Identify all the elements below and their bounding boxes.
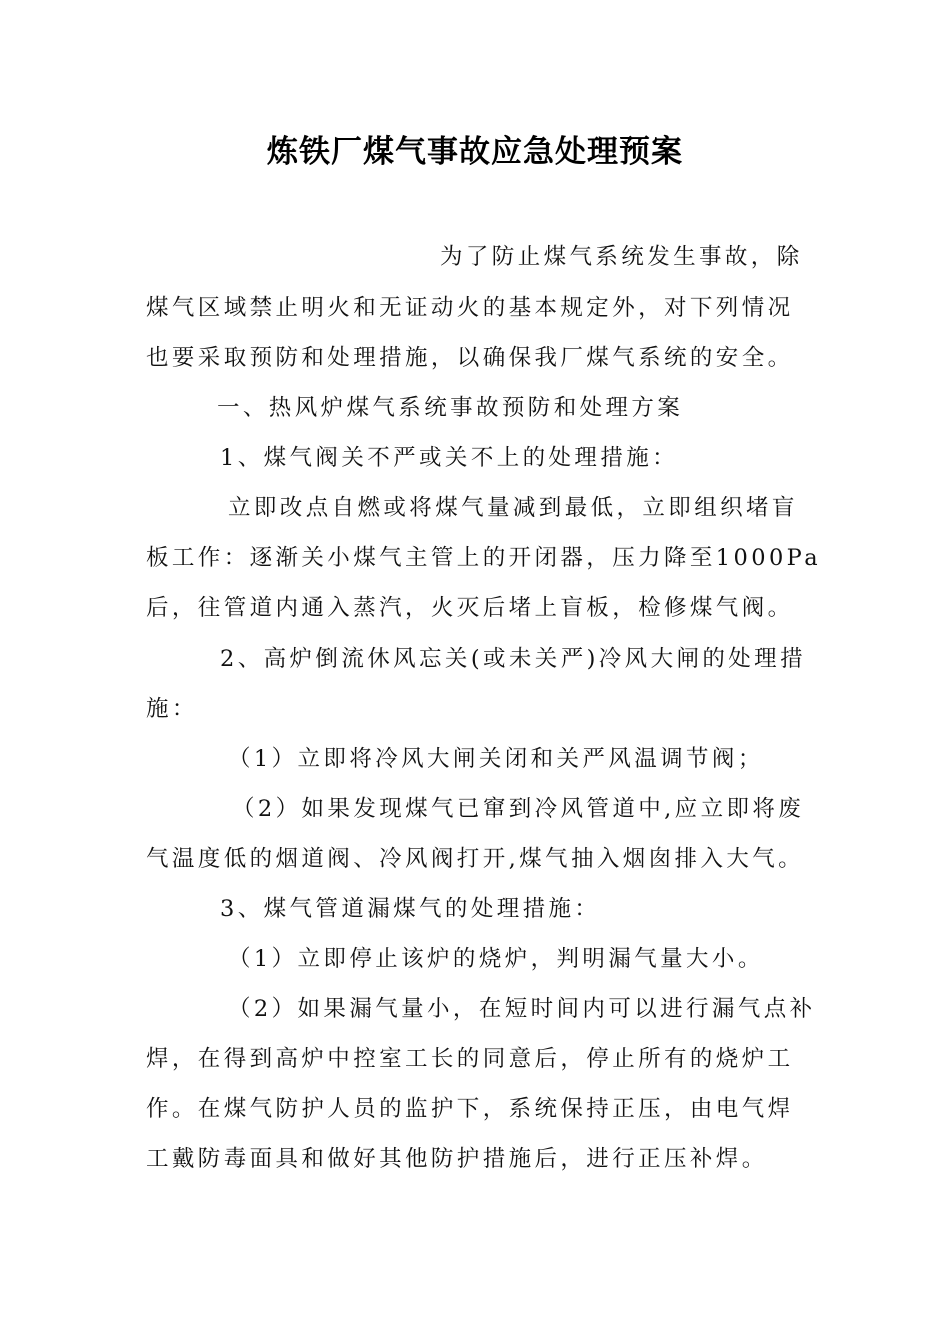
subsection-heading: 3、煤气管道漏煤气的处理措施：: [220, 896, 601, 922]
subsection-heading: 2、高炉倒流休风忘关(或未关严)冷风大闸的处理措: [220, 646, 806, 672]
section-heading: 一、热风炉煤气系统事故预防和处理方案: [217, 395, 684, 421]
paragraph-line: 立即改点自燃或将煤气量减到最低，立即组织堵盲: [228, 495, 798, 521]
paragraph-line: 作。在煤气防护人员的监护下，系统保持正压，由电气焊: [146, 1096, 794, 1122]
list-item: （1）立即将冷风大闸关闭和关严风温调节阀；: [228, 746, 764, 772]
paragraph-line: 也要采取预防和处理措施，以确保我厂煤气系统的安全。: [146, 345, 794, 371]
paragraph-line: 后，往管道内通入蒸汽，火灭后堵上盲板，检修煤气阀。: [146, 595, 794, 621]
paragraph-line: 工戴防毒面具和做好其他防护措施后，进行正压补焊。: [146, 1146, 768, 1172]
paragraph-line: 气温度低的烟道阀、冷风阀打开,煤气抽入烟囱排入大气。: [146, 846, 805, 872]
document-title: 炼铁厂煤气事故应急处理预案: [267, 134, 683, 170]
paragraph-line: 焊，在得到高炉中控室工长的同意后，停止所有的烧炉工: [146, 1046, 794, 1072]
paragraph-line: 板工作：逐渐关小煤气主管上的开闭器，压力降至1000Pa: [146, 545, 822, 571]
list-item: （1）立即停止该炉的烧炉，判明漏气量大小。: [228, 946, 764, 972]
paragraph-line: 为了防止煤气系统发生事故，除: [440, 244, 803, 270]
list-item: （2）如果发现煤气已窜到冷风管道中,应立即将废: [232, 796, 805, 822]
subsection-heading: 1、煤气阀关不严或关不上的处理措施：: [220, 445, 679, 471]
subsection-heading: 施：: [146, 696, 198, 722]
paragraph-line: 煤气区域禁止明火和无证动火的基本规定外，对下列情况: [146, 295, 794, 321]
list-item: （2）如果漏气量小，在短时间内可以进行漏气点补: [228, 996, 816, 1022]
